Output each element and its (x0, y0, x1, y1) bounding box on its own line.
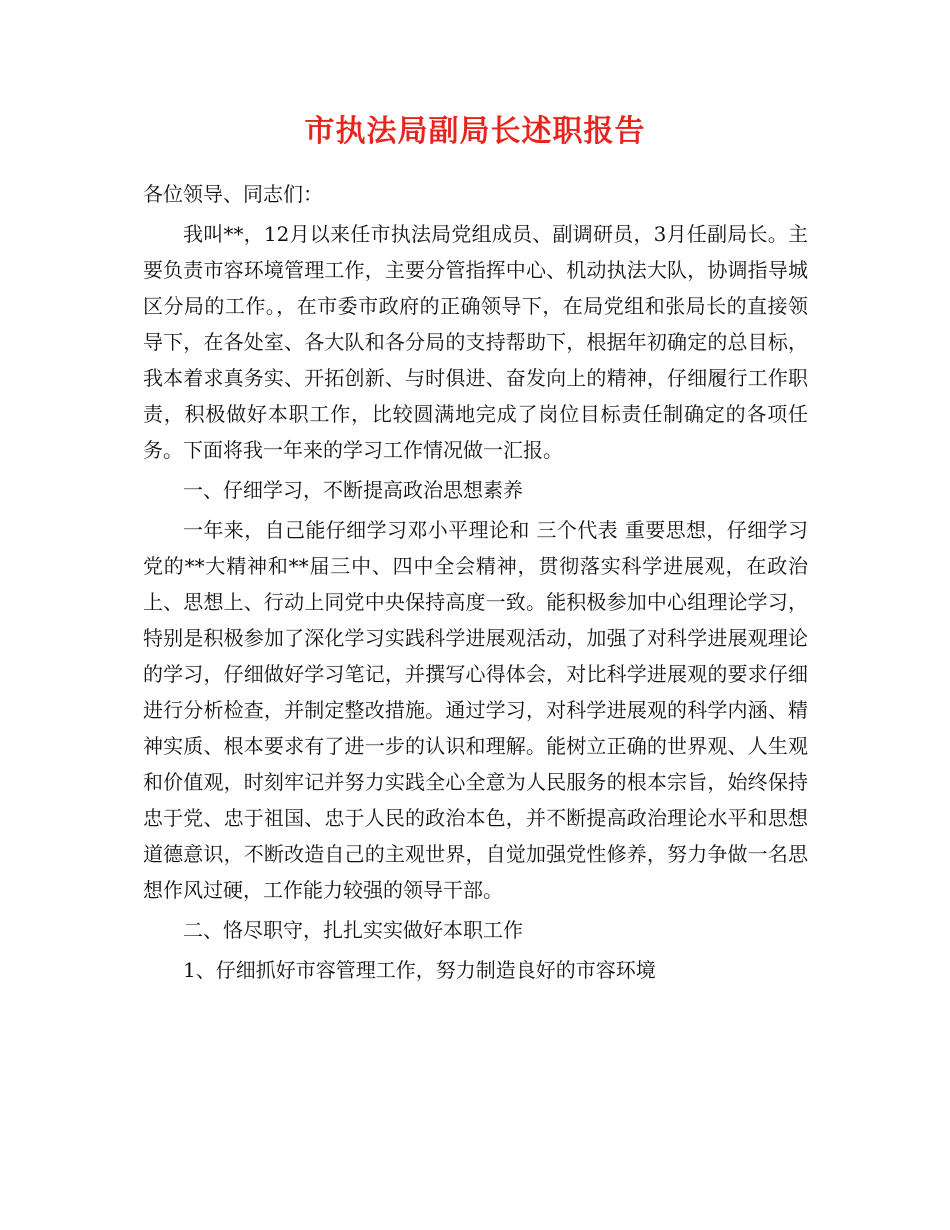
section-heading-2: 二、恪尽职守，扎扎实实做好本职工作 (183, 918, 523, 942)
section-heading-1: 一、仔细学习，不断提高政治思想素养 (183, 478, 523, 502)
subsection-heading-1: 1、仔细抓好市容管理工作，努力制造良好的市容环境 (183, 958, 656, 982)
paragraph-study: 一年来，自己能仔细学习邓小平理论和 三个代表 重要思想，仔细学习党的**大精神和**届三中、四中全会精神，贯彻落实科学进展观，在政治上、思想上、行动上同党中央保持高度一致。能积极参加中心组理论学习，特别是积极参加了深化学习实践科学进展观活动，加强了对科学进展观理论的学习，仔细做好学习笔记，并撰写心得体会，对比科学进展观的要求仔细进行分析检查，并制定整改措施。通过学习，对科学进展观的科学内涵、精神实质、根本要求有了进一步的认识和理解。能树立正确的世界观、人生观和价值观，时刻牢记并努力实践全心全意为人民服务的根本宗旨，始终保持忠于党、忠于祖国、忠于人民的政治本色，并不断提高政治理论水平和思想道德意识，不断改造自己的主观世界，自觉加强党性修养，努力争做一名思想作风过硬，工作能力较强的领导干部。 (143, 518, 808, 902)
paragraph-intro: 我叫**，12月以来任市执法局党组成员、副调研员，3月任副局长。主要负责市容环境管理工作，主要分管指挥中心、机动执法大队，协调指导城区分局的工作。，在市委市政府的正确领导下，在局党组和张局长的直接领导下，在各处室、各大队和各分局的支持帮助下，根据年初确定的总目标，我本着求真务实、开拓创新、与时俱进、奋发向上的精神，仔细履行工作职责，积极做好本职工作，比较圆满地完成了岗位目标责任制确定的各项任务。下面将我一年来的学习工作情况做一汇报。 (143, 222, 808, 462)
document-body (143, 176, 808, 992)
salutation: 各位领导、同志们： (143, 182, 323, 206)
document-title: 市执法局副局长述职报告 (304, 114, 646, 149)
